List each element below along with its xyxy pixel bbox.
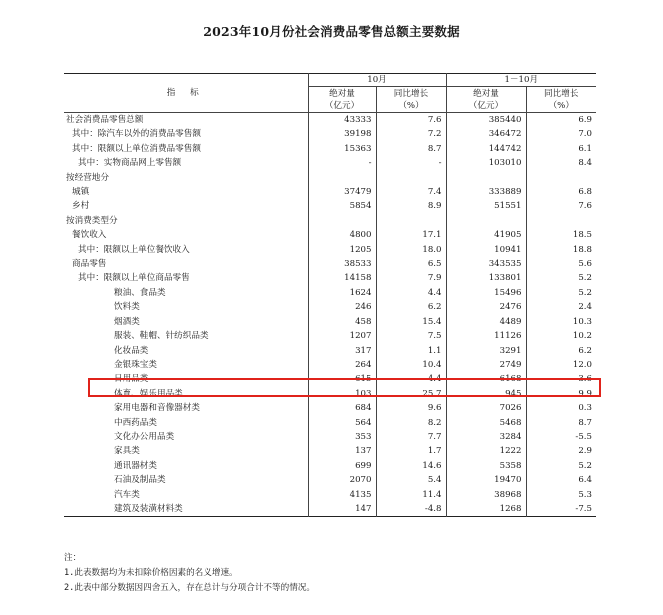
- cell-abs-ytd: 1268: [446, 502, 526, 517]
- cell-abs-oct: 43333: [344, 115, 372, 125]
- cell-abs-ytd: [446, 171, 526, 185]
- cell-yoy-ytd: 9.9: [526, 387, 596, 401]
- cell-abs-ytd: 4489: [446, 315, 526, 329]
- cell-yoy-ytd: 5.2: [526, 286, 596, 300]
- cell-abs-ytd: 19470: [446, 473, 526, 487]
- cell-yoy-ytd: 0.3: [526, 401, 596, 415]
- highlight-box: [88, 378, 601, 397]
- cell-yoy-ytd: 10.2: [526, 329, 596, 343]
- table-row: [64, 243, 596, 257]
- cell-yoy-ytd: 8.7: [526, 416, 596, 430]
- table-row: [64, 185, 596, 199]
- note-2: 2.此表中部分数据因四舍五入，存在总计与分项合计不等的情况。: [64, 583, 315, 593]
- cell-abs-oct: -: [368, 158, 372, 169]
- cell-abs-oct: 4135: [349, 489, 372, 500]
- table-row: [64, 358, 596, 372]
- cell-yoy-oct: 7.9: [376, 271, 446, 285]
- cell-yoy-ytd: 8.4: [526, 156, 596, 170]
- cell-yoy-oct: -: [376, 156, 446, 170]
- cell-yoy-oct: [376, 214, 446, 228]
- cell-yoy-oct: 7.2: [376, 127, 446, 141]
- note-1: 1.此表数据均为未扣除价格因素的名义增速。: [64, 568, 238, 578]
- table-row: [64, 171, 596, 185]
- cell-yoy-oct: 5.4: [376, 473, 446, 487]
- cell-abs-ytd: 3284: [446, 430, 526, 444]
- cell-abs-ytd: 133801: [446, 271, 526, 285]
- table-row: [64, 502, 596, 517]
- row-label: 城镇: [64, 185, 308, 199]
- header-absolute-ytd: 绝对量 （亿元）: [446, 87, 526, 113]
- row-label: 其中：限额以上单位商品零售: [64, 271, 308, 285]
- cell-abs-ytd: [446, 214, 526, 228]
- cell-yoy-oct: 1.7: [376, 444, 446, 458]
- cell-yoy-ytd: 6.2: [526, 344, 596, 358]
- cell-yoy-ytd: 6.8: [526, 185, 596, 199]
- table-row: [64, 214, 596, 228]
- table-row: [64, 315, 596, 329]
- cell-abs-oct: 2070: [349, 475, 372, 486]
- row-label: 乡村: [64, 199, 308, 213]
- table-row: [64, 286, 596, 300]
- table-row: [64, 142, 596, 156]
- header-absolute-oct: 绝对量 （亿元）: [308, 87, 376, 113]
- cell-yoy-oct: 6.5: [376, 257, 446, 271]
- row-label: 烟酒类: [64, 315, 308, 329]
- table-row: [64, 444, 596, 458]
- cell-abs-ytd: 5468: [446, 416, 526, 430]
- cell-yoy-ytd: 10.3: [526, 315, 596, 329]
- cell-yoy-oct: 6.2: [376, 300, 446, 314]
- row-label: 建筑及装潢材料类: [64, 502, 308, 517]
- table-row: [64, 473, 596, 487]
- cell-yoy-ytd: 2.9: [526, 444, 596, 458]
- cell-abs-ytd: 2749: [446, 358, 526, 372]
- cell-abs-ytd: 41905: [446, 228, 526, 242]
- cell-yoy-ytd: 18.8: [526, 243, 596, 257]
- cell-abs-ytd: 144742: [446, 142, 526, 156]
- cell-yoy-ytd: 5.3: [526, 488, 596, 502]
- row-label: 其中：限额以上单位餐饮收入: [64, 243, 308, 257]
- cell-abs-ytd: 1222: [446, 444, 526, 458]
- cell-abs-oct: 37479: [344, 187, 372, 198]
- cell-yoy-ytd: 3.6: [526, 372, 596, 386]
- cell-abs-oct: 1207: [349, 331, 372, 342]
- cell-abs-oct: 246: [355, 302, 372, 313]
- header-yoy-ytd: 同比增长 （%）: [526, 87, 596, 113]
- cell-yoy-oct: 9.6: [376, 401, 446, 415]
- row-label: 汽车类: [64, 488, 308, 502]
- cell-abs-ytd: 385440: [446, 113, 526, 128]
- header-indicator: 指 标: [64, 74, 308, 113]
- table-row: [64, 127, 596, 141]
- cell-abs-ytd: 333889: [446, 185, 526, 199]
- cell-yoy-ytd: 7.0: [526, 127, 596, 141]
- row-label: 其中：实物商品网上零售额: [64, 156, 308, 170]
- table-row: [64, 199, 596, 213]
- row-label: 体育、娱乐用品类: [64, 387, 308, 401]
- cell-yoy-ytd: 5.2: [526, 459, 596, 473]
- table-row: [64, 329, 596, 343]
- cell-abs-ytd: 7026: [446, 401, 526, 415]
- notes-heading: 注：: [64, 553, 82, 563]
- cell-yoy-oct: 7.7: [376, 430, 446, 444]
- cell-yoy-ytd: 2.4: [526, 300, 596, 314]
- cell-yoy-ytd: 6.9: [526, 113, 596, 128]
- cell-abs-oct: 147: [355, 503, 372, 514]
- cell-yoy-ytd: 18.5: [526, 228, 596, 242]
- cell-yoy-oct: 4.4: [376, 286, 446, 300]
- cell-yoy-oct: 7.6: [376, 113, 446, 128]
- table-row: [64, 459, 596, 473]
- row-label: 金银珠宝类: [64, 358, 308, 372]
- header-jan-oct: 1－10月: [446, 74, 596, 87]
- cell-abs-oct: 353: [355, 431, 372, 442]
- row-label: 中西药品类: [64, 416, 308, 430]
- cell-yoy-oct: 8.7: [376, 142, 446, 156]
- cell-abs-oct: 684: [355, 403, 372, 414]
- cell-yoy-oct: 17.1: [376, 228, 446, 242]
- cell-yoy-ytd: 7.6: [526, 199, 596, 213]
- table-row: [64, 401, 596, 415]
- row-label: 商品零售: [64, 257, 308, 271]
- row-label: 通讯器材类: [64, 459, 308, 473]
- table-row: [64, 271, 596, 285]
- cell-yoy-ytd: 5.2: [526, 271, 596, 285]
- table-row: [64, 488, 596, 502]
- cell-yoy-ytd: 5.6: [526, 257, 596, 271]
- row-label: 其中：限额以上单位消费品零售额: [64, 142, 308, 156]
- cell-abs-ytd: 6168: [446, 372, 526, 386]
- row-label: 粮油、食品类: [64, 286, 308, 300]
- cell-abs-oct: 38533: [344, 259, 372, 270]
- cell-abs-oct: 39198: [344, 129, 372, 140]
- cell-yoy-oct: 8.2: [376, 416, 446, 430]
- cell-abs-oct: 1624: [349, 287, 372, 298]
- row-label: 社会消费品零售总额: [64, 113, 308, 128]
- cell-abs-oct: 4800: [349, 230, 372, 241]
- row-label: 服装、鞋帽、针纺织品类: [64, 329, 308, 343]
- table-row: [64, 300, 596, 314]
- cell-yoy-oct: 7.5: [376, 329, 446, 343]
- row-label: 石油及制品类: [64, 473, 308, 487]
- cell-yoy-oct: 10.4: [376, 358, 446, 372]
- cell-yoy-ytd: 12.0: [526, 358, 596, 372]
- cell-abs-oct: 615: [355, 374, 372, 385]
- cell-abs-oct: 458: [355, 316, 372, 327]
- row-label: 按消费类型分: [64, 214, 308, 228]
- table-row: [64, 228, 596, 242]
- cell-yoy-oct: 14.6: [376, 459, 446, 473]
- table-row: [64, 430, 596, 444]
- cell-yoy-ytd: 6.4: [526, 473, 596, 487]
- cell-abs-oct: 137: [355, 446, 372, 457]
- row-label: 化妆品类: [64, 344, 308, 358]
- cell-yoy-oct: 15.4: [376, 315, 446, 329]
- row-label: 家用电器和音像器材类: [64, 401, 308, 415]
- cell-yoy-oct: 8.9: [376, 199, 446, 213]
- footnotes: [64, 551, 315, 596]
- cell-yoy-oct: [376, 171, 446, 185]
- cell-yoy-oct: 25.7: [376, 387, 446, 401]
- cell-yoy-ytd: -5.5: [526, 430, 596, 444]
- cell-abs-ytd: 103010: [446, 156, 526, 170]
- cell-yoy-oct: 4.4: [376, 372, 446, 386]
- cell-abs-ytd: 3291: [446, 344, 526, 358]
- cell-abs-oct: 103: [355, 388, 372, 399]
- table-row: [64, 344, 596, 358]
- row-label: 家具类: [64, 444, 308, 458]
- row-label: 饮料类: [64, 300, 308, 314]
- cell-abs-oct: 1205: [349, 244, 372, 255]
- table-row: [64, 416, 596, 430]
- row-label: 餐饮收入: [64, 228, 308, 242]
- cell-abs-oct: 5854: [349, 201, 372, 212]
- cell-abs-oct: 564: [355, 417, 372, 428]
- header-yoy-oct: 同比增长 （%）: [376, 87, 446, 113]
- cell-yoy-ytd: [526, 171, 596, 185]
- cell-abs-ytd: 346472: [446, 127, 526, 141]
- cell-yoy-oct: 7.4: [376, 185, 446, 199]
- table-row: [64, 113, 596, 128]
- page-title: 2023年10月份社会消费品零售总额主要数据: [203, 24, 460, 39]
- cell-yoy-oct: 11.4: [376, 488, 446, 502]
- cell-abs-oct: [308, 214, 376, 228]
- cell-abs-ytd: 11126: [446, 329, 526, 343]
- cell-yoy-ytd: [526, 214, 596, 228]
- cell-abs-oct: 15363: [344, 143, 372, 154]
- row-label: 其中：除汽车以外的消费品零售额: [64, 127, 308, 141]
- retail-sales-table: [64, 73, 596, 517]
- cell-abs-ytd: 51551: [446, 199, 526, 213]
- cell-abs-ytd: 2476: [446, 300, 526, 314]
- cell-abs-ytd: 343535: [446, 257, 526, 271]
- cell-abs-oct: 699: [355, 460, 372, 471]
- cell-abs-ytd: 15496: [446, 286, 526, 300]
- table-row: [64, 257, 596, 271]
- row-label: 日用品类: [64, 372, 308, 386]
- row-label: 文化办公用品类: [64, 430, 308, 444]
- cell-abs-ytd: 10941: [446, 243, 526, 257]
- cell-abs-ytd: 38968: [446, 488, 526, 502]
- cell-yoy-oct: -4.8: [376, 502, 446, 517]
- row-label: 按经营地分: [64, 171, 308, 185]
- table-row: [64, 156, 596, 170]
- header-october: 10月: [308, 74, 446, 87]
- cell-yoy-ytd: 6.1: [526, 142, 596, 156]
- cell-abs-oct: 14158: [344, 273, 372, 284]
- cell-abs-oct: 317: [355, 345, 372, 356]
- cell-yoy-oct: 18.0: [376, 243, 446, 257]
- cell-abs-oct: [308, 171, 376, 185]
- cell-abs-oct: 264: [355, 359, 372, 370]
- cell-abs-ytd: 5358: [446, 459, 526, 473]
- cell-abs-ytd: 945: [446, 387, 526, 401]
- table-body: [64, 113, 596, 517]
- cell-yoy-ytd: -7.5: [526, 502, 596, 517]
- cell-yoy-oct: 1.1: [376, 344, 446, 358]
